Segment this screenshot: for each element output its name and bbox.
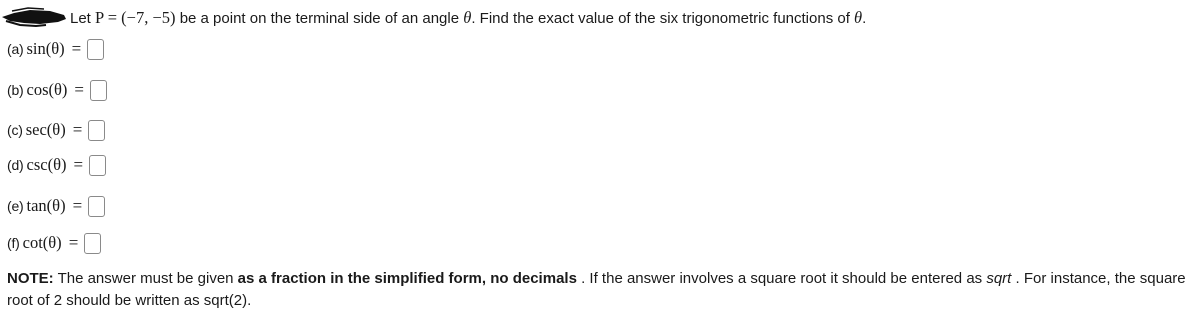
note-text-3: . For instance, the square root of 2 should be written as sqrt(2). — [7, 270, 1186, 309]
function-expression: sec(θ) — [25, 120, 66, 139]
function-expression: cot(θ) — [22, 233, 62, 252]
redaction-mark — [0, 7, 68, 27]
note-text-1: The answer must be given — [57, 270, 234, 287]
sin-answer-input[interactable] — [87, 39, 104, 60]
answer-format-note — [7, 268, 1195, 312]
note-sqrt-keyword: sqrt — [986, 270, 1012, 287]
part-label: (a) — [7, 41, 24, 57]
function-expression: tan(θ) — [26, 196, 66, 215]
prompt-text-middle: be a point on the terminal side of an angle — [179, 10, 460, 27]
cot-answer-input[interactable] — [84, 233, 101, 254]
function-expression: csc(θ) — [26, 155, 67, 174]
note-bold-requirement: as a fraction in the simplified form, no decimals — [237, 270, 577, 287]
note-text-2: . If the answer involves a square root it should be entered as — [581, 270, 983, 287]
part-d-row — [7, 152, 106, 178]
equals-sign: = — [68, 233, 79, 252]
equals-sign: = — [73, 155, 84, 174]
equals-sign: = — [74, 80, 84, 99]
part-f-row — [7, 230, 101, 256]
tan-answer-input[interactable] — [88, 196, 105, 217]
part-b-row — [7, 77, 107, 103]
part-label: (b) — [7, 82, 24, 98]
prompt-text-before: Let — [70, 10, 91, 27]
prompt-angle: θ — [463, 8, 472, 27]
part-e-row — [7, 193, 105, 219]
prompt-angle-end: θ — [854, 8, 863, 27]
prompt-point: P = (−7, −5) — [95, 8, 176, 27]
part-a-row — [7, 36, 104, 62]
cos-answer-input[interactable] — [90, 80, 107, 101]
part-c-row — [7, 117, 105, 143]
prompt-text-after: . Find the exact value of the six trigonometric functions of — [471, 10, 850, 27]
csc-answer-input[interactable] — [89, 155, 106, 176]
equals-sign: = — [72, 196, 83, 215]
prompt-end: . — [862, 10, 867, 27]
part-label: (f) — [7, 235, 20, 251]
note-prefix: NOTE: — [7, 270, 54, 287]
sec-answer-input[interactable] — [88, 120, 105, 141]
equals-sign: = — [72, 120, 83, 139]
equals-sign: = — [71, 39, 82, 58]
question-prompt — [70, 8, 866, 29]
part-label: (c) — [7, 122, 23, 138]
function-expression: sin(θ) — [26, 39, 65, 58]
part-label: (d) — [7, 157, 24, 173]
function-expression: cos(θ) — [26, 80, 68, 99]
part-label: (e) — [7, 198, 24, 214]
